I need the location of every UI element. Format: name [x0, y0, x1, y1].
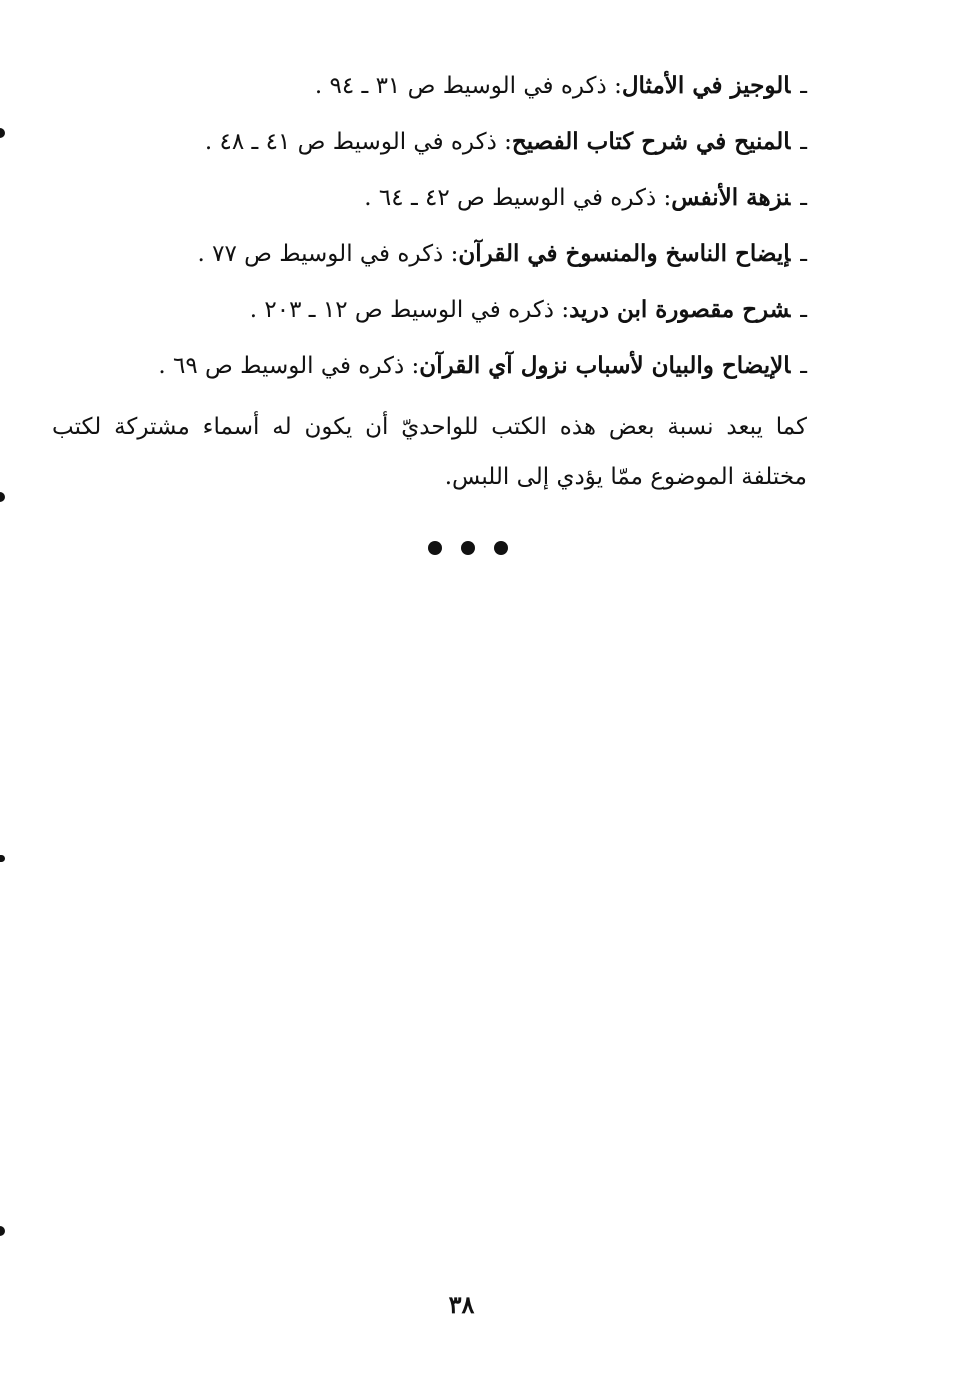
page-number: ٣٨ [448, 1290, 475, 1319]
book-title: إيضاح الناسخ والمنسوخ في القرآن [458, 240, 791, 267]
list-dash: ـ [800, 129, 807, 155]
list-dash: ـ [800, 353, 807, 379]
list-item [47, 120, 807, 176]
list-dash: ـ [800, 297, 807, 323]
list-item [47, 288, 807, 344]
book-reference: ذكره في الوسيط ص ٦٩ . [158, 353, 405, 379]
list-dash: ـ [800, 241, 807, 267]
title-separator: : [614, 73, 622, 99]
divider-dot [494, 541, 508, 555]
book-reference: ذكره في الوسيط ص ٤٢ ـ ٦٤ . [364, 185, 657, 211]
list-item [47, 176, 807, 232]
closing-paragraph: كما يبعد نسبة بعض هذه الكتب للواحديّ أن يكون له أسماء مشتركة لكتب مختلفة الموضوع ممّا يؤدي إلى اللبس. [52, 414, 807, 490]
divider-dot [428, 541, 442, 555]
book-title: الوجيز في الأمثال [621, 72, 791, 99]
divider-dot [461, 541, 475, 555]
book-title: شرح مقصورة ابن دريد [569, 296, 791, 323]
list-item [47, 344, 807, 400]
book-title: نزهة الأنفس [671, 184, 791, 211]
book-title: الإيضاح والبيان لأسباب نزول آي القرآن [419, 352, 791, 379]
book-reference: ذكره في الوسيط ص ٣١ ـ ٩٤ . [314, 73, 607, 99]
scan-edge-mark [0, 855, 5, 862]
title-separator: : [504, 129, 512, 155]
title-separator: : [411, 353, 420, 379]
book-title: المنيح في شرح كتاب الفصيح [511, 128, 791, 155]
book-reference: ذكره في الوسيط ص ٧٧ . [197, 241, 444, 267]
list-item [47, 232, 807, 288]
title-separator: : [561, 297, 570, 323]
title-separator: : [663, 185, 672, 211]
list-dash: ـ [800, 73, 807, 99]
title-separator: : [450, 241, 459, 267]
list-item [47, 64, 807, 120]
book-list [47, 64, 807, 400]
book-reference: ذكره في الوسيط ص ١٢ ـ ٢٠٣ . [249, 297, 555, 323]
section-divider [428, 538, 508, 558]
list-dash: ـ [800, 185, 807, 211]
scan-edge-mark [0, 1226, 5, 1236]
book-reference: ذكره في الوسيط ص ٤١ ـ ٤٨ . [204, 129, 497, 155]
scan-edge-mark [0, 128, 5, 138]
scan-edge-mark [0, 492, 5, 502]
